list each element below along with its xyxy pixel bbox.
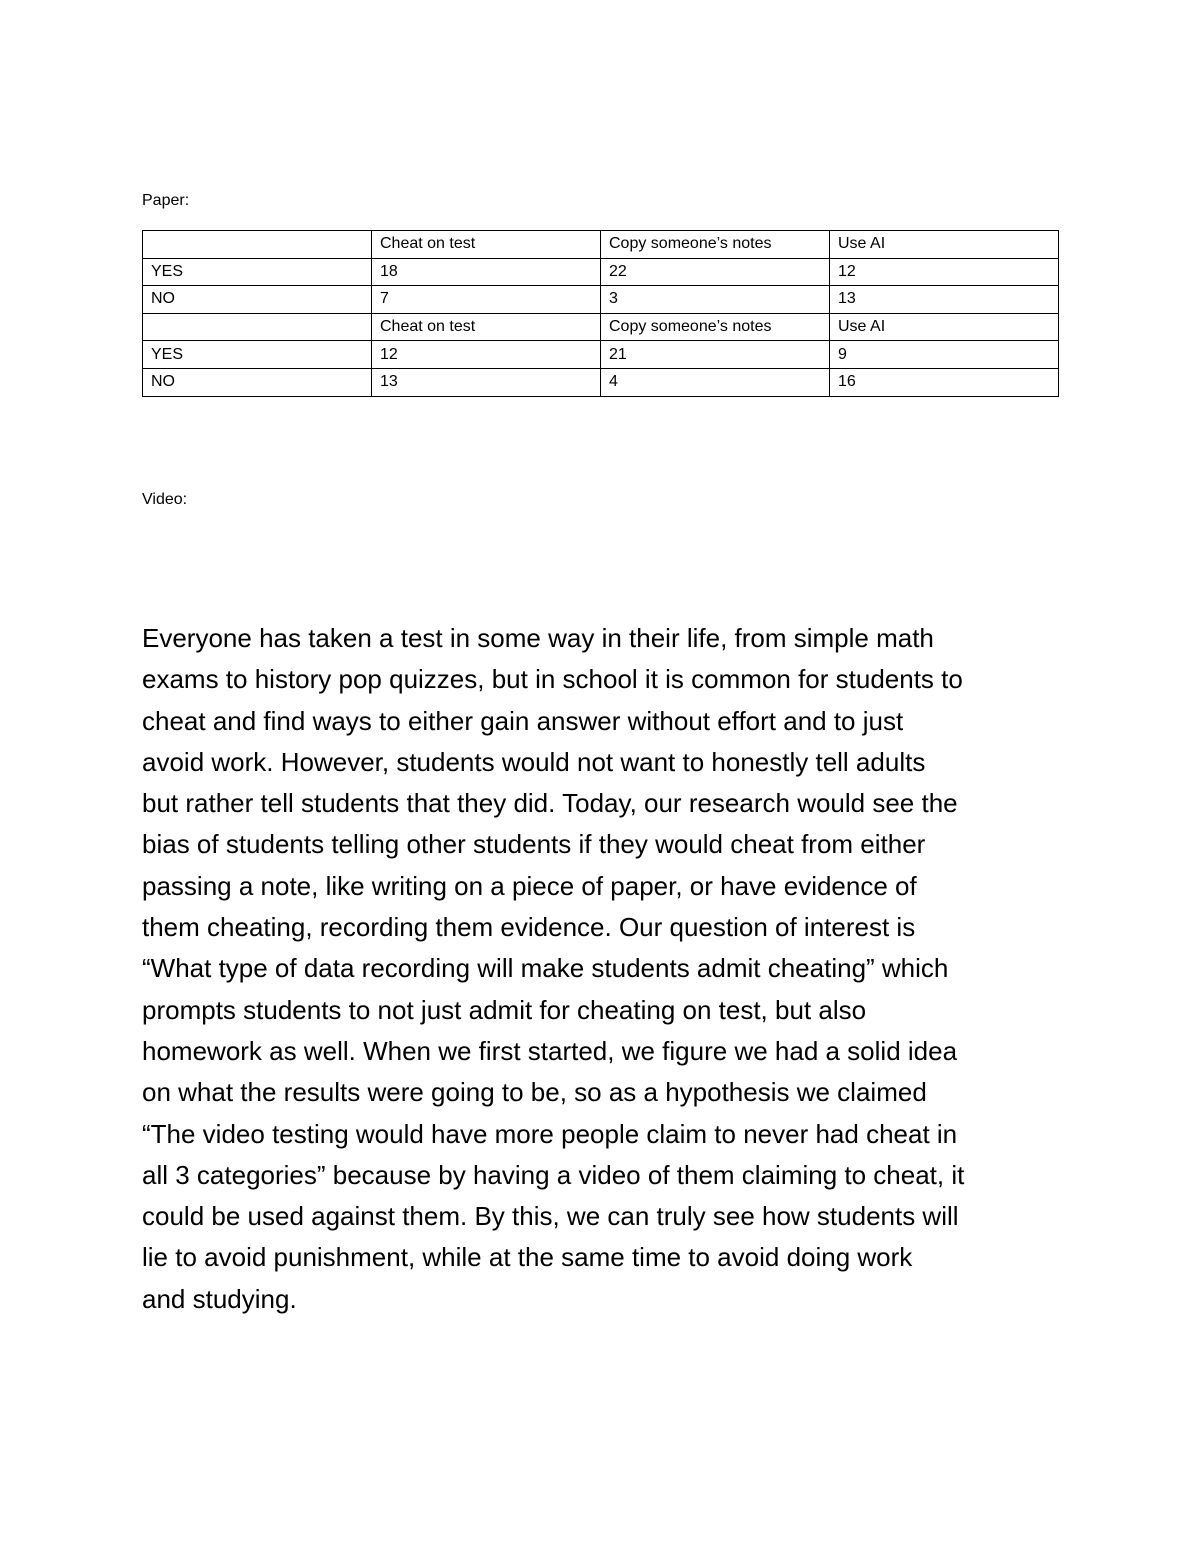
table-cell — [143, 231, 372, 259]
table-cell: Use AI — [830, 313, 1059, 341]
table-row — [143, 313, 1059, 341]
table-cell: YES — [143, 341, 372, 369]
essay-paragraph — [142, 618, 1062, 1320]
table-cell: Use AI — [830, 231, 1059, 259]
essay-line: cheat and find ways to either gain answer without effort and to just — [142, 705, 904, 736]
table-cell: Cheat on test — [372, 231, 601, 259]
essay-line: passing a note, like writing on a piece of paper, or have evidence of — [142, 870, 917, 901]
essay-line: “What type of data recording will make students admit cheating” which — [142, 953, 949, 984]
table-cell — [143, 313, 372, 341]
table-cell: 3 — [601, 286, 830, 314]
table-cell: 13 — [830, 286, 1059, 314]
essay-line: exams to history pop quizzes, but in school it is common for students to — [142, 664, 963, 695]
essay-line: lie to avoid punishment, while at the same time to avoid doing work — [142, 1242, 913, 1273]
table-cell: 7 — [372, 286, 601, 314]
table-cell: 12 — [372, 341, 601, 369]
table-cell: 22 — [601, 258, 830, 286]
table-cell: 21 — [601, 341, 830, 369]
essay-line: homework as well. When we first started, we figure we had a solid idea — [142, 1035, 958, 1066]
table-cell: 13 — [372, 368, 601, 396]
table-row — [143, 341, 1059, 369]
table-row — [143, 286, 1059, 314]
essay-line: Everyone has taken a test in some way in their life, from simple math — [142, 623, 934, 653]
table-cell: Cheat on test — [372, 313, 601, 341]
essay-line: bias of students telling other students if they would cheat from either — [142, 829, 926, 860]
essay-line: all 3 categories” because by having a video of them claiming to cheat, it — [142, 1159, 965, 1190]
essay-line: “The video testing would have more people claim to never had cheat in — [142, 1118, 958, 1149]
essay-line: and studying. — [142, 1283, 297, 1314]
results-table — [142, 230, 1059, 397]
table-cell: 12 — [830, 258, 1059, 286]
table-cell: Copy someone’s notes — [601, 231, 830, 259]
essay-line: but rather tell students that they did. Today, our research would see the — [142, 788, 958, 819]
table-cell: 16 — [830, 368, 1059, 396]
table-cell: 18 — [372, 258, 601, 286]
essay-line: prompts students to not just admit for cheating on test, but also — [142, 994, 867, 1025]
table-row — [143, 368, 1059, 396]
table-cell: YES — [143, 258, 372, 286]
table-cell: 9 — [830, 341, 1059, 369]
table-row — [143, 258, 1059, 286]
essay-line: on what the results were going to be, so as a hypothesis we claimed — [142, 1077, 927, 1108]
essay-line: avoid work. However, students would not want to honestly tell adults — [142, 746, 926, 777]
table-cell: NO — [143, 368, 372, 396]
table-cell: Copy someone’s notes — [601, 313, 830, 341]
table-cell: 4 — [601, 368, 830, 396]
video-section-label: Video: — [142, 491, 188, 508]
essay-line: them cheating, recording them evidence. Our question of interest is — [142, 912, 916, 943]
table-row — [143, 231, 1059, 259]
table-cell: NO — [143, 286, 372, 314]
paper-section-label: Paper: — [142, 192, 190, 209]
essay-line: could be used against them. By this, we can truly see how students will — [142, 1201, 959, 1232]
